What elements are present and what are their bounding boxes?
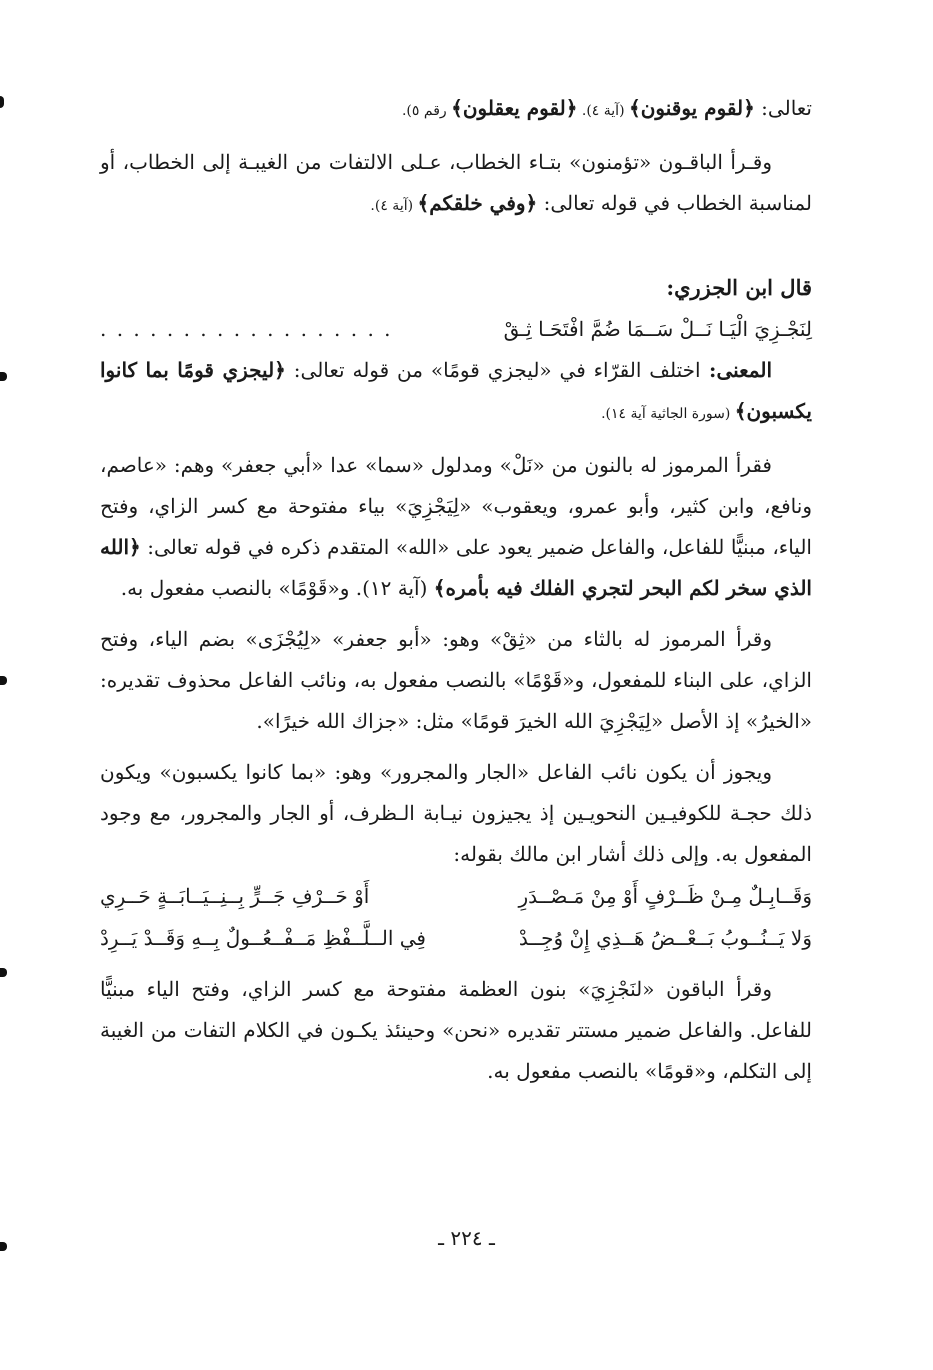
page-number: ـ ٢٢٤ ـ xyxy=(438,1226,495,1250)
poem-verse xyxy=(100,308,812,350)
verse-second-half: أَوْ حَــرْفِ جَــرٍّ بِــنِــيَــابَــةٍ حَــرِي xyxy=(100,884,370,908)
verse-second-half: فِي الــلَّــفْظِ مَــفْــعُــولٌ بِــهِ وَقَــدْ يَــرِدْ xyxy=(100,926,426,950)
verse-reference: (آية ٤). xyxy=(577,103,629,119)
verse-first-half: وَلا يَــنُــوبُ بَــعْــضُ هَــذِي إِنْ وُجِــدْ xyxy=(518,926,812,950)
scan-edge-mark xyxy=(0,1242,7,1251)
verse-reference: رقم ٥). xyxy=(401,103,452,119)
verse-first-half: وَقَــابِـلٌ مِـنْ ظَــرْفٍ أَوْ مِنْ مَـصْــدَرِ xyxy=(518,884,812,908)
continuation-line xyxy=(100,88,812,132)
section-heading: قال ابن الجزري: xyxy=(666,275,812,300)
verse-dots: . . . . . . . . . . . . . . . . . . xyxy=(100,317,393,341)
paragraph-meaning xyxy=(100,350,812,435)
paragraph-text: اختلف القرّاء في «ليجزي قومًا» من قوله تعالى: xyxy=(285,358,701,382)
paragraph-text: وقرأ الباقون «لنَجْزِيَ» بنون العظمة مفتوحة مع كسر الزاي، وفتح الياء مبنيًّا للفاعل. والفاعل ضمير مستتر تقديره «نحن» وحينئذ يكـون في الكلام التفات من الغيبة إلى التكلم، و«قومًا» بالنصب مفعول به. xyxy=(100,977,812,1083)
quran-quote: ﴿لقوم يعقلون﴾ xyxy=(451,96,578,120)
quran-quote: ﴿وفي خلقكم﴾ xyxy=(417,191,538,215)
poem-verse xyxy=(100,875,812,917)
paragraph-nun-reading xyxy=(100,445,812,609)
paragraph-text: (آية ١٢). و«قَوْمًا» بالنصب مفعول به. xyxy=(120,576,434,600)
verse-reference: (آية ٤). xyxy=(370,198,418,214)
paragraph-tha-reading xyxy=(100,619,812,742)
paragraph-text: فقرأ المرموز له بالنون من «نَلْ» ومدلول «سما» عدا «أبي جعفر» وهم: «عاصم، ونافع، وابن كثير، وأبو عمرو، ويعقوب» «لِيَجْزِيَ» بياء مفتوحة مع كسر الزاي، وفتح الياء، مبنيًّا للفاعل، والفاعل ضمير يعود على «الله» المتقدم ذكره في قوله تعالى: xyxy=(100,453,812,559)
scan-edge-mark xyxy=(0,372,7,381)
verse-reference: (سورة الجاثية آية ١٤). xyxy=(601,406,735,422)
paragraph-remaining-readers xyxy=(100,142,812,227)
quran-quote: ﴿الله الذي سخر لكم البحر لتجري الفلك فيه بأمره﴾ xyxy=(100,535,812,600)
paragraph-remaining-nun xyxy=(100,969,812,1092)
scan-edge-mark xyxy=(0,968,7,977)
paragraph-deputy-agent xyxy=(100,752,812,875)
continuation-lead: تعالى: xyxy=(754,96,812,120)
verse-text: لِنَجْـزِيَ الْيَـا نَــلْ سَــمَا ضُمَّ افْتَحَـا ثِـقْ xyxy=(503,317,812,341)
paragraph-text: ويجوز أن يكون نائب الفاعل «الجار والمجرور» وهو: «بما كانوا يكسبون» ويكون ذلك حجـة للكوفيـين النحويـين إذ يجيزون نيـابة الـظرف، أو الجار والمجرور، مع وجود المفعول به. وإلى ذلك أشار ابن مالك بقوله: xyxy=(100,760,812,866)
scan-edge-mark xyxy=(0,676,7,685)
quran-quote: ﴿ليجزي قومًا بما كانوا يكسبون﴾ xyxy=(100,358,812,423)
meaning-label: المعنى: xyxy=(700,358,773,382)
scan-edge-mark xyxy=(0,96,4,108)
quran-quote: ﴿لقوم يوقنون﴾ xyxy=(628,96,755,120)
poem-verse xyxy=(100,917,812,959)
paragraph-text: وقرأ المرموز له بالثاء من «ثِقْ» وهو: «أبو جعفر» «لِيُجْزَى» بضم الياء، وفتح الزاي، على البناء للمفعول، و«قَوْمًا» بالنصب مفعول به، ونائب الفاعل محذوف تقديره: «الخيرُ» إذ الأصل «لِيَجْزِيَ الله الخيرَ قومًا» مثل: «جزاك الله خيرًا». xyxy=(100,627,812,733)
page-body xyxy=(100,88,812,1092)
paragraph-text: وقـرأ الباقـون «تؤمنون» بتـاء الخطاب، عـلى الالتفات من الغيبـة إلى الخطاب، أو لمناسبة الخطاب في قوله تعالى: xyxy=(100,150,812,215)
